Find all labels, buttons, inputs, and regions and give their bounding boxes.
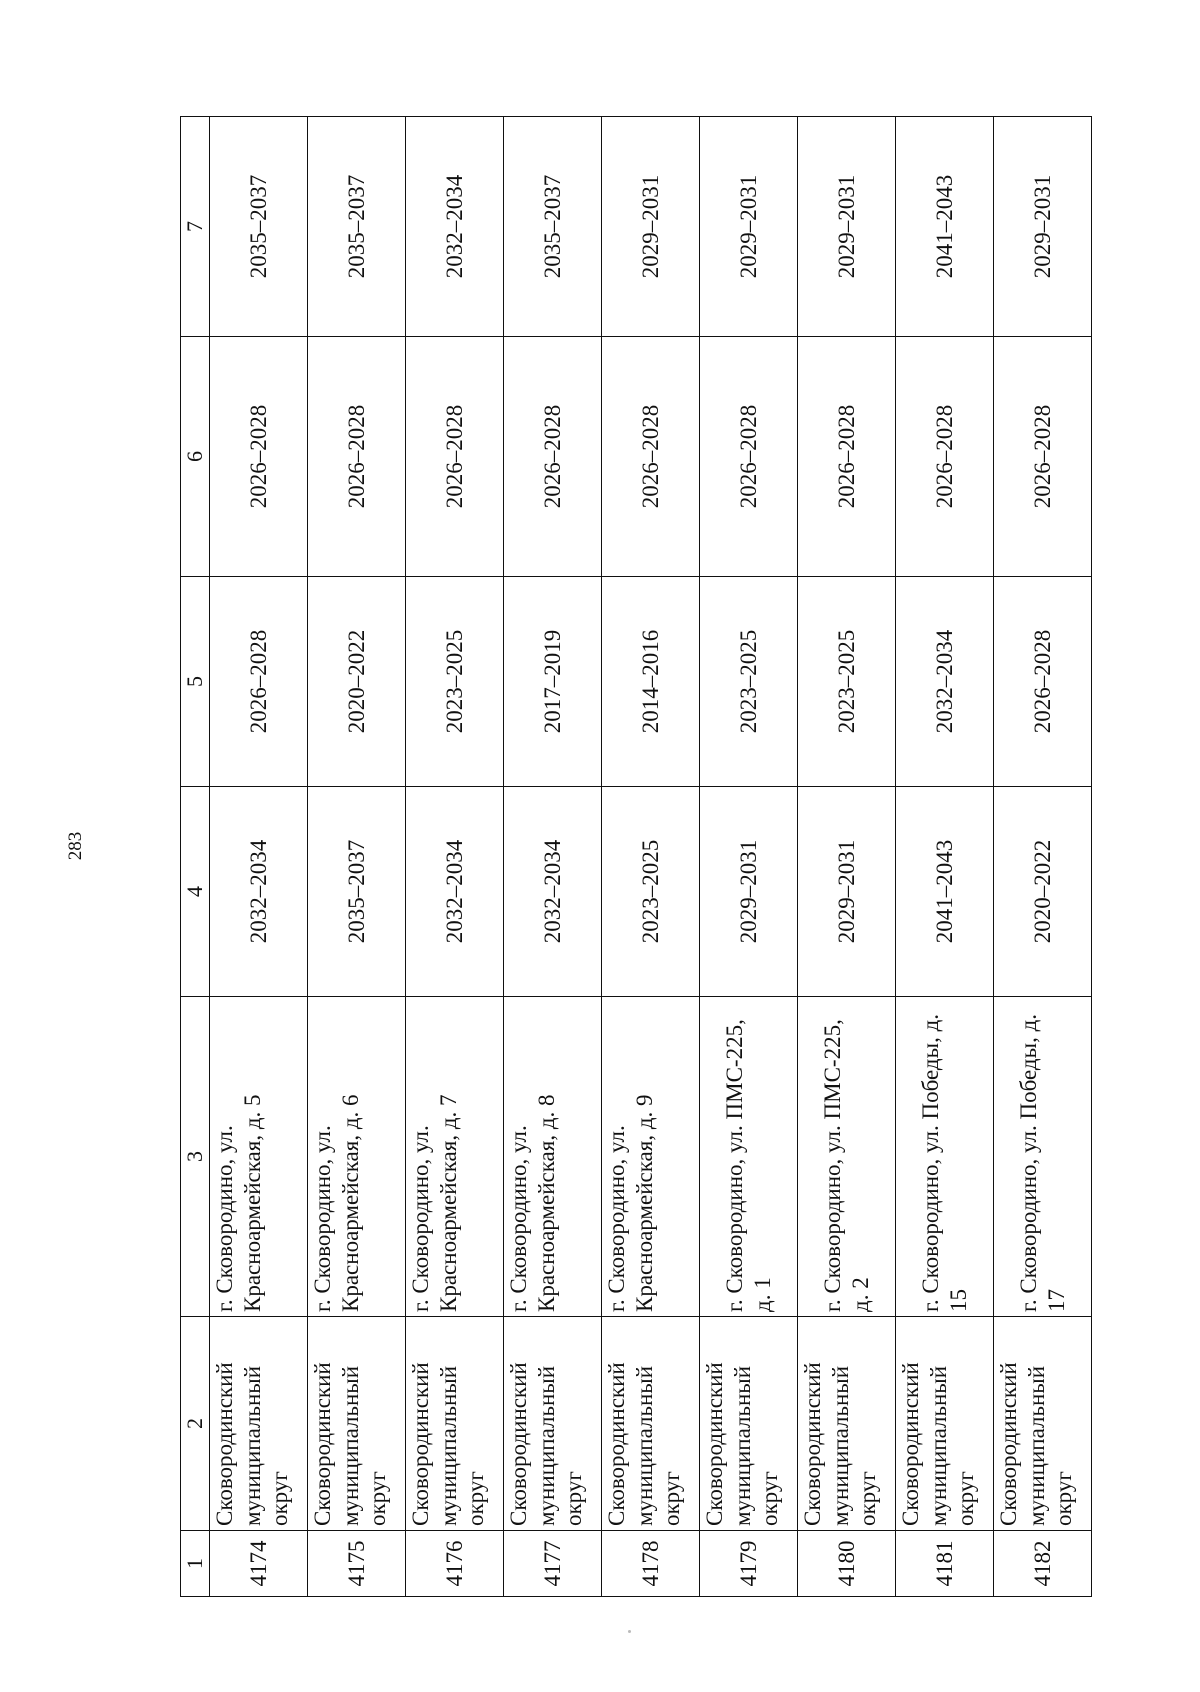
district-cell: Сковородинский муниципальный округ — [994, 1317, 1092, 1531]
address-cell: г. Сковородино, ул. ПМС-225, д. 1 — [700, 997, 798, 1317]
row-number: 4174 — [210, 1531, 308, 1597]
table-row — [504, 117, 602, 1597]
table-row — [602, 117, 700, 1597]
period-cell-7: 2029–2031 — [602, 117, 700, 337]
address-cell: г. Сковородино, ул. Красноармейская, д. 8 — [504, 997, 602, 1317]
address-cell: г. Сковородино, ул. Победы, д. 15 — [896, 997, 994, 1317]
row-number: 4180 — [798, 1531, 896, 1597]
row-number: 4182 — [994, 1531, 1092, 1597]
address-cell: г. Сковородино, ул. Победы, д. 17 — [994, 997, 1092, 1317]
period-cell-7: 2029–2031 — [798, 117, 896, 337]
period-cell-7: 2029–2031 — [700, 117, 798, 337]
row-number: 4177 — [504, 1531, 602, 1597]
period-cell-5: 2023–2025 — [798, 577, 896, 787]
district-cell: Сковородинский муниципальный округ — [602, 1317, 700, 1531]
district-cell: Сковородинский муниципальный округ — [504, 1317, 602, 1531]
period-cell-4: 2035–2037 — [308, 787, 406, 997]
period-cell-4: 2020–2022 — [994, 787, 1092, 997]
address-cell: г. Сковородино, ул. Красноармейская, д. 9 — [602, 997, 700, 1317]
period-cell-6: 2026–2028 — [406, 337, 504, 577]
table-header-row — [181, 117, 210, 1597]
table-row — [406, 117, 504, 1597]
row-number: 4178 — [602, 1531, 700, 1597]
column-header-5: 5 — [181, 577, 210, 787]
period-cell-6: 2026–2028 — [896, 337, 994, 577]
table-row — [994, 117, 1092, 1597]
column-header-6: 6 — [181, 337, 210, 577]
period-cell-5: 2017–2019 — [504, 577, 602, 787]
column-header-3: 3 — [181, 997, 210, 1317]
district-cell: Сковородинский муниципальный округ — [406, 1317, 504, 1531]
period-cell-4: 2023–2025 — [602, 787, 700, 997]
page-number: 283 — [65, 831, 86, 861]
period-cell-5: 2032–2034 — [896, 577, 994, 787]
row-number: 4181 — [896, 1531, 994, 1597]
period-cell-7: 2035–2037 — [210, 117, 308, 337]
table-row — [308, 117, 406, 1597]
period-cell-5: 2026–2028 — [210, 577, 308, 787]
district-cell: Сковородинский муниципальный округ — [700, 1317, 798, 1531]
scan-speck — [628, 1630, 631, 1633]
period-cell-5: 2023–2025 — [406, 577, 504, 787]
row-number: 4175 — [308, 1531, 406, 1597]
period-cell-4: 2029–2031 — [700, 787, 798, 997]
table-row — [798, 117, 896, 1597]
period-cell-4: 2032–2034 — [406, 787, 504, 997]
data-table — [180, 116, 1092, 1597]
district-cell: Сковородинский муниципальный округ — [308, 1317, 406, 1531]
row-number: 4179 — [700, 1531, 798, 1597]
district-cell: Сковородинский муниципальный округ — [210, 1317, 308, 1531]
period-cell-6: 2026–2028 — [798, 337, 896, 577]
column-header-7: 7 — [181, 117, 210, 337]
address-cell: г. Сковородино, ул. ПМС-225, д. 2 — [798, 997, 896, 1317]
period-cell-6: 2026–2028 — [700, 337, 798, 577]
period-cell-6: 2026–2028 — [504, 337, 602, 577]
period-cell-5: 2014–2016 — [602, 577, 700, 787]
period-cell-7: 2035–2037 — [504, 117, 602, 337]
address-cell: г. Сковородино, ул. Красноармейская, д. 6 — [308, 997, 406, 1317]
period-cell-6: 2026–2028 — [210, 337, 308, 577]
period-cell-5: 2023–2025 — [700, 577, 798, 787]
period-cell-4: 2029–2031 — [798, 787, 896, 997]
period-cell-6: 2026–2028 — [308, 337, 406, 577]
column-header-4: 4 — [181, 787, 210, 997]
address-cell: г. Сковородино, ул. Красноармейская, д. 7 — [406, 997, 504, 1317]
period-cell-4: 2032–2034 — [504, 787, 602, 997]
period-cell-7: 2032–2034 — [406, 117, 504, 337]
period-cell-7: 2035–2037 — [308, 117, 406, 337]
table-row — [700, 117, 798, 1597]
period-cell-5: 2020–2022 — [308, 577, 406, 787]
period-cell-6: 2026–2028 — [994, 337, 1092, 577]
period-cell-7: 2029–2031 — [994, 117, 1092, 337]
period-cell-4: 2032–2034 — [210, 787, 308, 997]
column-header-2: 2 — [181, 1317, 210, 1531]
district-cell: Сковородинский муниципальный округ — [798, 1317, 896, 1531]
row-number: 4176 — [406, 1531, 504, 1597]
table-container — [180, 117, 1092, 1597]
period-cell-6: 2026–2028 — [602, 337, 700, 577]
address-cell: г. Сковородино, ул. Красноармейская, д. 5 — [210, 997, 308, 1317]
table-row — [210, 117, 308, 1597]
period-cell-4: 2041–2043 — [896, 787, 994, 997]
period-cell-7: 2041–2043 — [896, 117, 994, 337]
period-cell-5: 2026–2028 — [994, 577, 1092, 787]
table-row — [896, 117, 994, 1597]
column-header-1: 1 — [181, 1531, 210, 1597]
district-cell: Сковородинский муниципальный округ — [896, 1317, 994, 1531]
